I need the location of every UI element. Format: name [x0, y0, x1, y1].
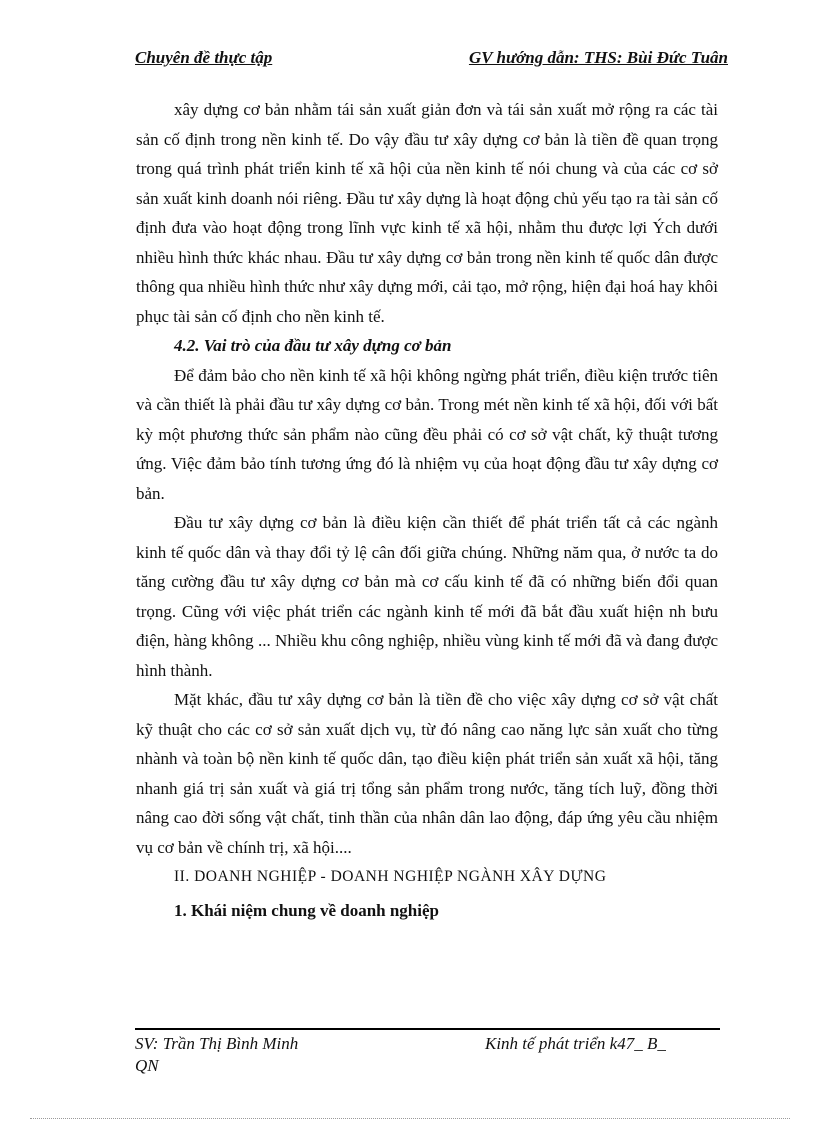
- footer-student-name: SV: Trần Thị Bình Minh: [135, 1034, 299, 1053]
- subsection-heading: 1. Khái niệm chung về doanh nghiệp: [174, 900, 439, 920]
- footer-student: [135, 1033, 298, 1077]
- page-bottom-divider: [30, 1118, 790, 1119]
- page-header: [135, 48, 728, 74]
- paragraph: Mặt khác, đầu tư xây dựng cơ bản là tiền đề cho việc xây dựng cơ sở vật chất kỹ thuật cho các cơ sở sản xuất dịch vụ, từ đó nâng cao năng lực sản xuất cho từng nhành và toàn bộ nền kinh tế quốc dân, tạo điều kiện phát triển sản xuất xã hội, tăng nhanh giá trị sản xuất và giá trị tổng sản phẩm trong nước, tăng tích luỹ, đồng thời nâng cao đời sống vật chất, tinh thần của nhân dân lao động, đáp ứng yêu cầu nhiệm vụ cơ bản về chính trị, xã hội....: [136, 690, 718, 857]
- footer-class: Kinh tế phát triển k47_ B_: [485, 1034, 666, 1053]
- header-topic: Chuyên đề thực tập: [135, 48, 273, 67]
- footer-student-suffix: QN: [135, 1056, 159, 1075]
- header-advisor: GV hướng dẫn: THS: Bùi Đức Tuân: [468, 48, 728, 67]
- footer-divider: [135, 1028, 720, 1030]
- subheading-role-of-investment: 4.2. Vai trò của đầu tư xây dựng cơ bản: [174, 336, 452, 355]
- paragraph: Để đảm bảo cho nền kinh tế xã hội không ngừng phát triển, điều kiện trước tiên và cần thiết là phải đầu tư xây dựng cơ bản. Trong mét nền kinh tế xã hội, đối với bất kỳ một phương thức sản phẩm nào cũng đều phải có cơ sở vật chất, kỹ thuật tương ứng. Việc đảm bảo tính tương ứng đó là nhiệm vụ của hoạt động đầu tư xây dựng cơ bản.: [136, 365, 718, 503]
- document-body: [136, 95, 718, 925]
- paragraph: xây dựng cơ bản nhằm tái sản xuất giản đơn và tái sản xuất mở rộng ra các tài sản cố định trong nền kinh tế. Do vậy đầu tư xây dựng cơ bản là tiền đề quan trọng trong quá trình phát triển kinh tế xã hội của nền kinh tế nói chung và của các cơ sở sản xuất kinh doanh nói riêng. Đầu tư xây dựng là hoạt động chủ yếu tạo ra tài sản cố định đưa vào hoạt động trong lĩnh vực kinh tế xã hội, nhằm thu được lợi Ých dưới nhiều hình thức khác nhau. Đầu tư xây dựng cơ bản trong nền kinh tế quốc dân được thông qua nhiều hình thức như xây dựng mới, cải tạo, mở rộng, hiện đại hoá hay khôi phục tài sản cố định cho nền kinh tế.: [136, 100, 718, 326]
- paragraph: Đầu tư xây dựng cơ bản là điều kiện cần thiết để phát triển tất cả các ngành kinh tế quốc dân và thay đổi tỷ lệ cân đối giữa chúng. Những năm qua, ở nước ta do tăng cường đầu tư xây dựng cơ bản mà cơ cấu kinh tế đã có những biến đổi quan trọng. Cũng với việc phát triển các ngành kinh tế mới đã bắt đầu xuất hiện nh bưu điện, hàng không ... Nhiều khu công nghiệp, nhiều vùng kinh tế mới đã và đang được hình thành.: [136, 513, 718, 680]
- section-heading: II. DOANH NGHIỆP - DOANH NGHIỆP NGÀNH XÂY DỰNG: [174, 868, 607, 885]
